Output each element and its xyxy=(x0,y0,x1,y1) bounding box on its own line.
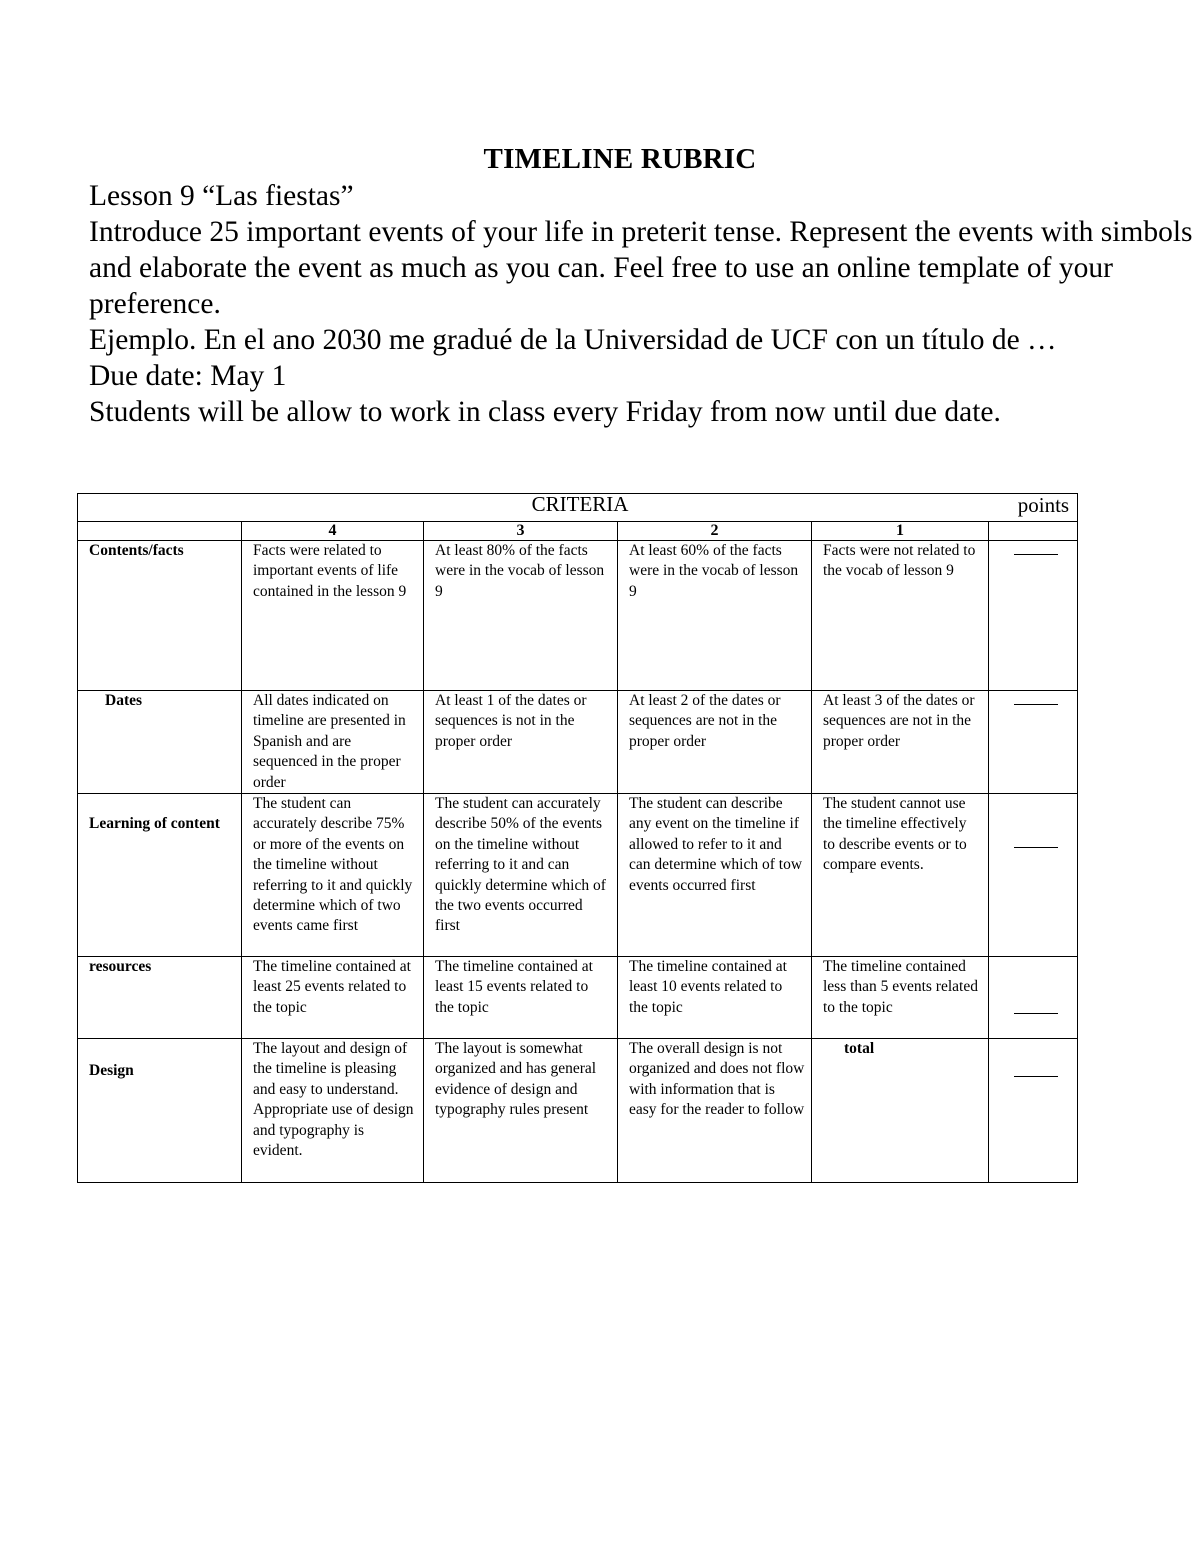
rubric-cell: The timeline contained at least 15 events related to the topic xyxy=(424,957,618,1039)
total-cell xyxy=(812,1039,989,1183)
points-blank-cell xyxy=(989,541,1078,691)
row-label-design: Design xyxy=(78,1039,242,1183)
rubric-cell: The timeline contained less than 5 events related to the topic xyxy=(812,957,989,1039)
score-header-3: 3 xyxy=(424,522,618,541)
row-label-dates: Dates xyxy=(78,691,242,794)
rubric-cell: The timeline contained at least 25 events related to the topic xyxy=(242,957,424,1039)
rubric-cell: The layout is somewhat organized and has general evidence of design and typography rules present xyxy=(424,1039,618,1183)
rubric-row-resources xyxy=(78,957,1078,1039)
points-blank-line xyxy=(1014,847,1058,848)
rubric-cell: At least 3 of the dates or sequences are not in the proper order xyxy=(812,691,989,794)
rubric-cell: Facts were related to important events of life contained in the lesson 9 xyxy=(242,541,424,691)
points-blank-cell xyxy=(989,794,1078,957)
points-blank-cell xyxy=(989,1039,1078,1183)
row-label-contents-facts: Contents/facts xyxy=(78,541,242,691)
page-title: TIMELINE RUBRIC xyxy=(483,143,757,175)
rubric-cell: The student can describe any event on the timeline if allowed to refer to it and can determine which of tow events occurred first xyxy=(618,794,812,957)
work-note-line: Students will be allow to work in class every Friday from now until due date. xyxy=(89,396,1001,428)
rubric-cell: At least 2 of the dates or sequences are not in the proper order xyxy=(618,691,812,794)
rubric-cell: At least 1 of the dates or sequences is not in the proper order xyxy=(424,691,618,794)
score-header-4: 4 xyxy=(242,522,424,541)
score-header-empty xyxy=(78,522,242,541)
rubric-cell: The student can accurately describe 50% of the events on the timeline without referring to it and can quickly determine which of the two events occurred first xyxy=(424,794,618,957)
score-header-1: 1 xyxy=(812,522,989,541)
rubric-cell: The student cannot use the timeline effectively to describe events or to compare events. xyxy=(812,794,989,957)
points-blank-cell xyxy=(989,957,1078,1039)
assignment-instructions xyxy=(89,178,1194,430)
example-line: Ejemplo. En el ano 2030 me gradué de la Universidad de UCF con un título de … xyxy=(89,324,1057,356)
rubric-cell: At least 60% of the facts were in the vocab of lesson 9 xyxy=(618,541,812,691)
rubric-cell: All dates indicated on timeline are presented in Spanish and are sequenced in the proper order xyxy=(242,691,424,794)
rubric-table xyxy=(77,493,1078,1183)
rubric-cell: The overall design is not organized and does not flow with information that is easy for the reader to follow xyxy=(618,1039,812,1183)
points-blank-line xyxy=(1014,1076,1058,1077)
points-blank-line xyxy=(1014,1013,1058,1014)
score-header-row xyxy=(78,522,1078,541)
due-date-line: Due date: May 1 xyxy=(89,360,287,392)
rubric-cell: At least 80% of the facts were in the vocab of lesson 9 xyxy=(424,541,618,691)
rubric-cell: The timeline contained at least 10 events related to the topic xyxy=(618,957,812,1039)
points-blank-cell xyxy=(989,691,1078,794)
rubric-row-dates xyxy=(78,691,1078,794)
criteria-header xyxy=(78,494,1078,522)
instructions-paragraph: Introduce 25 important events of your life in preterit tense. Represent the events with simbols and elaborate the event as much as you can. Feel free to use an online template of your preference. xyxy=(89,216,1193,320)
rubric-row-design xyxy=(78,1039,1078,1183)
criteria-label: CRITERIA xyxy=(531,493,629,516)
lesson-line: Lesson 9 “Las fiestas” xyxy=(89,180,354,212)
total-label: total xyxy=(844,1040,875,1058)
points-blank-line xyxy=(1014,554,1058,555)
score-header-points xyxy=(989,522,1078,541)
rubric-cell: The student can accurately describe 75% or more of the events on the timeline without referring to it and quickly determine which of two events came first xyxy=(242,794,424,957)
rubric-cell: Facts were not related to the vocab of lesson 9 xyxy=(812,541,989,691)
rubric-cell: The layout and design of the timeline is pleasing and easy to understand. Appropriate use of design and typography is evident. xyxy=(242,1039,424,1183)
points-label: points xyxy=(1017,493,1070,517)
points-blank-line xyxy=(1014,704,1058,705)
rubric-header-row xyxy=(78,494,1078,522)
rubric-row-contents-facts xyxy=(78,541,1078,691)
rubric-row-learning-of-content xyxy=(78,794,1078,957)
row-label-learning-of-content: Learning of content xyxy=(78,794,242,957)
score-header-2: 2 xyxy=(618,522,812,541)
row-label-resources: resources xyxy=(78,957,242,1039)
